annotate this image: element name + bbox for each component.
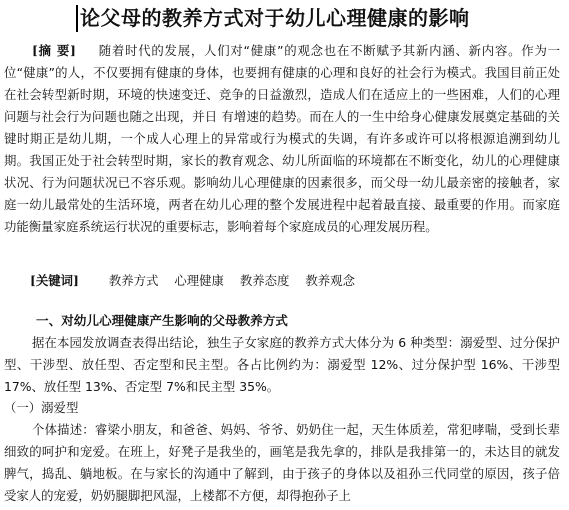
keywords-label: [关键词] xyxy=(30,273,79,288)
abstract-paragraph xyxy=(4,40,560,238)
document-title: 论父母的教养方式对于幼儿心理健康的影响 xyxy=(80,6,470,30)
section-paragraph: 据在本园发放调查表得出结论，独生子女家庭的教养方式大体分为 6 种类型：溺爱型、过分保护型、干涉型、放任型、否定型和民主型。各占比例约为：溺爱型 12%、过分保护型 16%、干涉型 17%、放任型 13%、否定型 7%和民主型 35%。 xyxy=(4,335,560,394)
keyword-item: 教养态度 xyxy=(239,273,290,288)
abstract-text: 随着时代的发展，人们对“健康”的观念也在不断赋予其新内涵、新内容。作为一位“健康”的人，不仅要拥有健康的身体，也要拥有健康的心理和良好的社会行为模式。我国目前正处在社会转型新时期，环境的快速变迁、竞争的日益激烈，造成人们在适应上的一些困难，人们的心理问题与社会行为问题也随之出现，并日 有增速的趋势。而在人的一生中给身心健康发展奠定基础的关键时期正是幼儿期，一个成人心理上的异常或行为模式的失调，有许多或许可以将根源追溯到幼儿期。我国正处于社会转型时期，家长的教育观念、幼儿所面临的环境都在不断变化，幼儿的心理健康状况、行为问题状况已不容乐观。影响幼儿心理健康的因素很多，而父母一幼儿最亲密的接触者，家庭一幼儿最常处的生活环境，两者在幼儿心理的整个发展进程中起着最直接、最重要的作用。而家庭功能衡量家庭系统运行状况的重要标志，影响着每个家庭成员的心理发展历程。 xyxy=(4,43,560,234)
keyword-item: 教养观念 xyxy=(305,273,355,288)
abstract-label: [摘 要] xyxy=(32,43,76,58)
keywords-line xyxy=(30,270,367,292)
subsection-heading: （一）溺爱型 xyxy=(4,400,79,415)
subsection-paragraph: 个体描述：睿梁小朋友，和爸爸、妈妈、爷爷、奶奶住一起，天生体质差，常犯哮喘，受到长辈细致的呵护和宠爱。在班上，好凳子是我坐的，画笔是我先拿的，排队是我排第一的，未达目的就发脾气，捣乱、躺地板。在与家长的沟通中了解到，由于孩子的身体以及祖孙三代同堂的原因，孩子倍受家人的宠爱，奶奶腿脚把风湿，上楼都不方便，却得抱孙子上 xyxy=(4,422,560,503)
keyword-item: 教养方式 xyxy=(108,273,159,288)
text-cursor xyxy=(76,5,78,32)
section-heading: 一、对幼儿心理健康产生影响的父母教养方式 xyxy=(36,313,288,328)
keyword-item: 心理健康 xyxy=(174,273,224,288)
